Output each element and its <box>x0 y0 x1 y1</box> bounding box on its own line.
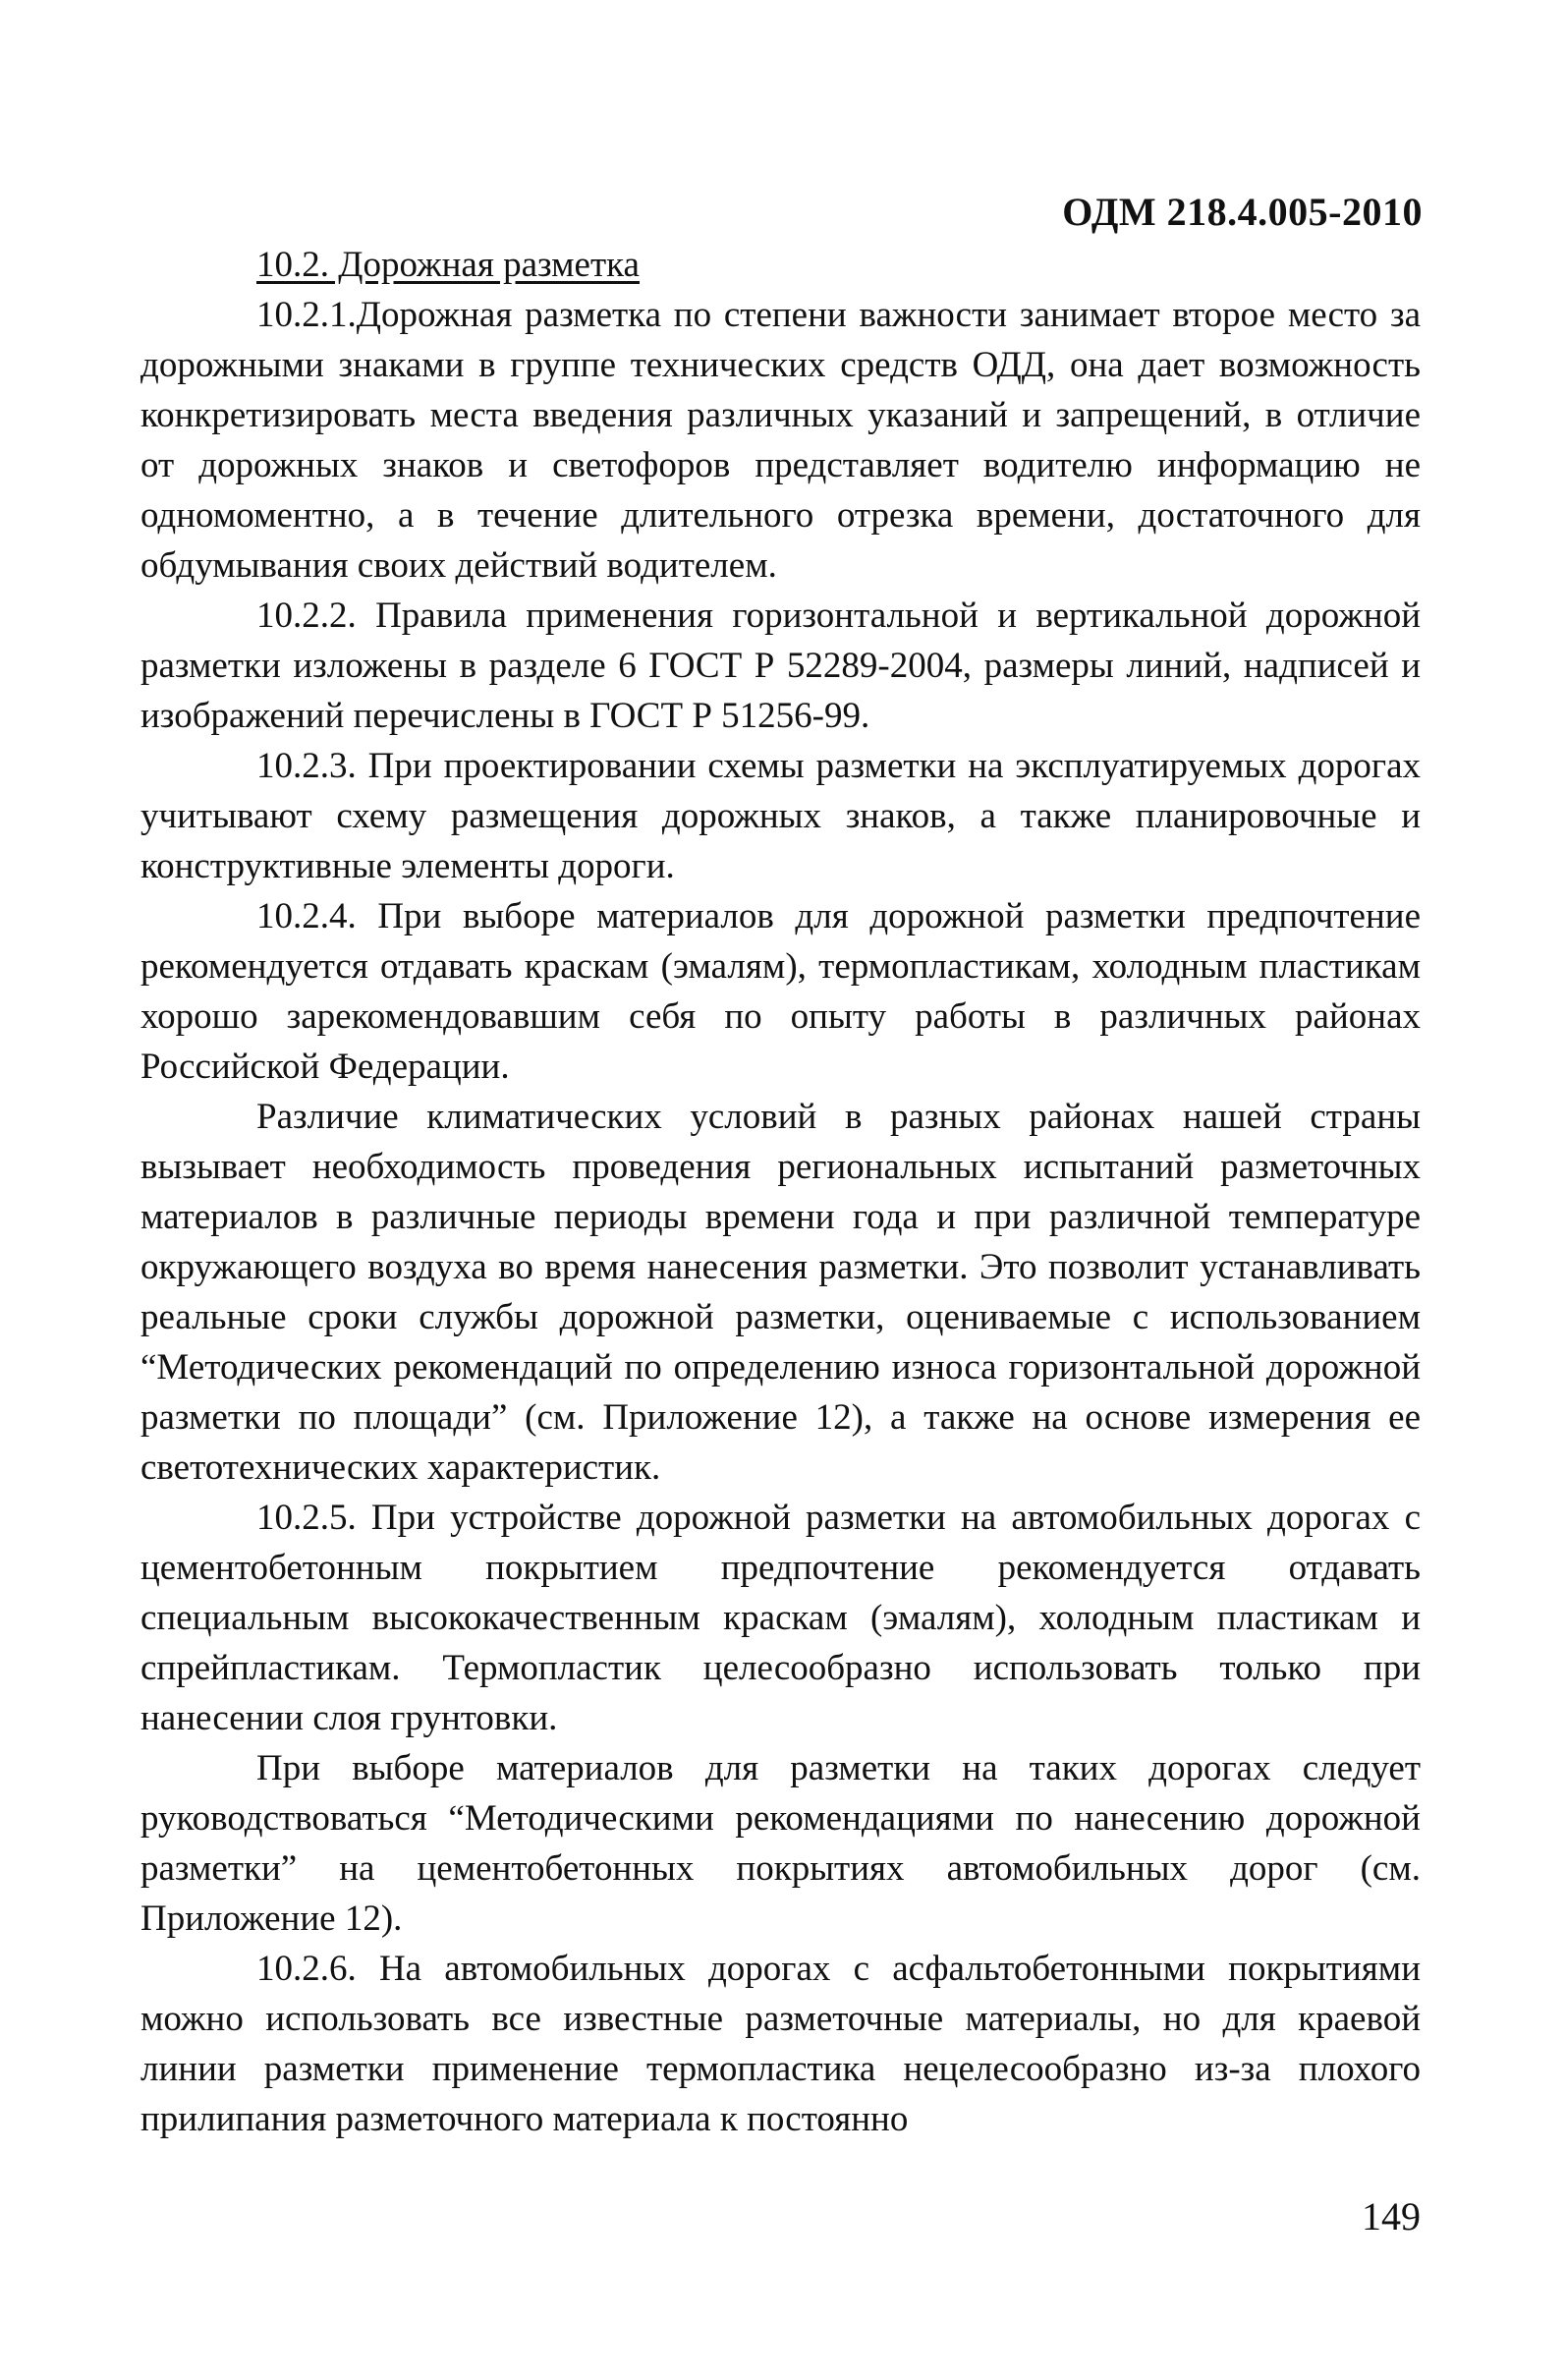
paragraph-10-2-6: 10.2.6. На автомобильных дорогах с асфальтобетонными покрытиями можно использовать все известные разметочные материалы, но для краевой линии разметки применение термопластика нецелесообразно из-за плохого прилипания разметочного материала к постоянно <box>140 1949 1421 2139</box>
page-content <box>140 240 1421 2144</box>
paragraph-10-2-4: 10.2.4. При выборе материалов для дорожной разметки предпочтение рекомендуется отдавать краскам (эмалям), термопластикам, холодным пластикам хорошо зарекомендовавшим себя по опыту работы в различных районах Российской Федерации. <box>140 896 1421 1087</box>
section-heading: 10.2. Дорожная разметка <box>256 245 640 285</box>
page-number: 149 <box>1362 2194 1421 2238</box>
paragraph-climate-differences: Различие климатических условий в разных районах нашей страны вызывает необходимость проведения региональных испытаний разметочных материалов в различные периоды времени года и при различной температуре окружающего воздуха во время нанесения разметки. Это позволит устанавливать реальные сроки службы дорожной разметки, оцениваемые с использованием “Методических рекомендаций по определению износа горизонтальной дорожной разметки по площади” (см. Приложение 12), а также на основе измерения ее светотехнических характеристик. <box>140 1097 1421 1488</box>
document-code: ОДМ 218.4.005-2010 <box>1062 190 1423 234</box>
paragraph-10-2-3: 10.2.3. При проектировании схемы разметки на эксплуатируемых дорогах учитывают схему размещения дорожных знаков, а также планировочные и конструктивные элементы дороги. <box>140 746 1421 886</box>
paragraph-10-2-1: 10.2.1.Дорожная разметка по степени важности занимает второе место за дорожными знаками в группе технических средств ОДД, она дает возможность конкретизировать места введения различных указаний и запрещений, в отличие от дорожных знаков и светофоров представляет водителю информацию не одномоментно, а в течение длительного отрезка времени, достаточного для обдумывания своих действий водителем. <box>140 295 1421 586</box>
paragraph-10-2-5: 10.2.5. При устройстве дорожной разметки на автомобильных дорогах с цементобетонным покрытием предпочтение рекомендуется отдавать специальным высококачественным краскам (эмалям), холодным пластикам и спрейпластикам. Термопластик целесообразно использовать только при нанесении слоя грунтовки. <box>140 1498 1421 1738</box>
paragraph-material-selection: При выборе материалов для разметки на таких дорогах следует руководствоваться “Методическими рекомендациями по нанесению дорожной разметки” на цементобетонных покрытиях автомобильных дорог (см. Приложение 12). <box>140 1748 1421 1939</box>
paragraph-10-2-2: 10.2.2. Правила применения горизонтальной и вертикальной дорожной разметки изложены в разделе 6 ГОСТ Р 52289-2004, размеры линий, надписей и изображений перечислены в ГОСТ Р 51256-99. <box>140 595 1421 736</box>
